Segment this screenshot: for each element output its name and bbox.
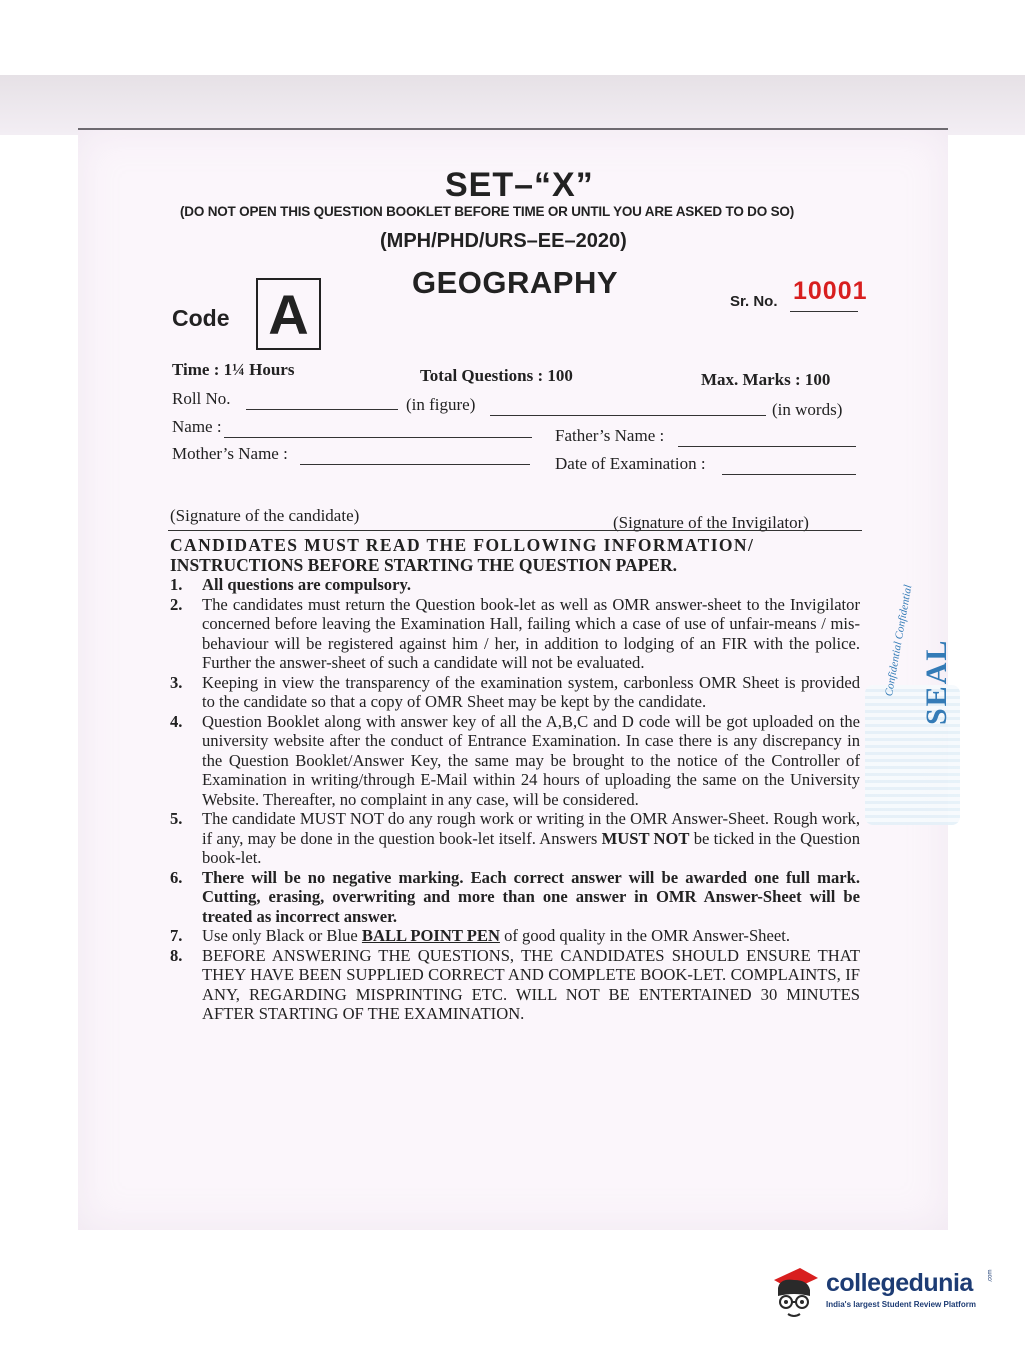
logo-tagline: India's largest Student Review Platform	[826, 1300, 976, 1309]
instructions-heading-line1: CANDIDATES MUST READ THE FOLLOWING INFORMATION/	[170, 535, 755, 555]
instruction-item-7: 7. Use only Black or Blue BALL POINT PEN of good quality in the OMR Answer-Sheet.	[170, 926, 790, 945]
mothers-name-label: Mother’s Name :	[172, 444, 288, 463]
seal-word: SEAL	[920, 638, 953, 725]
serial-number-value: 10001	[793, 277, 868, 305]
roll-no-words-line[interactable]	[490, 415, 766, 416]
fathers-name-line[interactable]	[678, 446, 856, 447]
instruction-item-3: 3. Keeping in view the transparency of the examination system, carbonless OMR Sheet is provided to the candidate so that a copy of OMR Sheet may be kept by the candidate.	[170, 672, 860, 711]
total-questions-label: Total Questions : 100	[420, 366, 573, 385]
invigilator-signature-label: (Signature of the Invigilator)	[613, 513, 809, 532]
serial-number-underline	[790, 311, 858, 312]
scan-shadow-band	[0, 75, 1025, 135]
instruction-item-4: 4. Question Booklet along with answer key of all the A,B,C and D code will be got uploaded on the university website after the conduct of Entrance Examination. In case there is any discrepancy in the Question Booklet/Answer Key, the same may be brought to the notice of the Controller of Examination in writing/through E-Mail within 24 hours of uploading the same on the University Website. Thereafter, no complaint in any case, will be considered.	[170, 711, 860, 809]
date-of-exam-label: Date of Examination :	[555, 454, 706, 473]
instructions-heading-line2: INSTRUCTIONS BEFORE STARTING THE QUESTION PAPER.	[170, 555, 677, 575]
roll-no-figure-line[interactable]	[246, 409, 398, 410]
logo-brand-text: collegedunia	[826, 1269, 973, 1297]
in-figure-label: (in figure)	[406, 395, 476, 414]
date-of-exam-line[interactable]	[722, 474, 856, 475]
instruction-item-6: 6. There will be no negative marking. Each correct answer will be awarded one full mark. Cutting, erasing, overwriting and more than one answer in OMR Answer-Sheet will be treated as incorrect answer.	[170, 867, 860, 926]
mothers-name-line[interactable]	[300, 464, 530, 465]
name-label: Name :	[172, 417, 222, 436]
set-title: SET–“X”	[445, 166, 594, 204]
time-label: Time : 1¼ Hours	[172, 360, 295, 379]
instructions-block	[170, 535, 860, 1024]
do-not-open-notice: (DO NOT OPEN THIS QUESTION BOOKLET BEFORE TIME OR UNTIL YOU ARE ASKED TO DO SO)	[180, 204, 794, 219]
candidate-signature-label: (Signature of the candidate)	[170, 506, 360, 525]
code-label: Code	[172, 305, 230, 331]
instruction-item-5: 5. The candidate MUST NOT do any rough work or writing in the OMR Answer-Sheet. Rough work, if any, may be done in the question book-let itself. Answers MUST NOT be ticked in the Question book-let.	[170, 809, 861, 867]
seal-ring-text: Confidential Confidential	[883, 583, 915, 698]
question-booklet-cover	[78, 128, 953, 1230]
instruction-item-1: 1. All questions are compulsory.	[170, 575, 411, 594]
serial-number-label: Sr. No.	[730, 293, 778, 310]
name-line[interactable]	[224, 437, 532, 438]
max-marks-label: Max. Marks : 100	[701, 370, 831, 389]
signature-separator	[168, 530, 862, 531]
confidential-seal-sticker	[865, 583, 960, 825]
in-words-label: (in words)	[772, 400, 843, 419]
instruction-item-8: 8. BEFORE ANSWERING THE QUESTIONS, THE CANDIDATES SHOULD ENSURE THAT THEY HAVE BEEN SUPPLIED CORRECT AND COMPLETE BOOK-LET. COMPLAINTS, IF ANY, REGARDING MISPRINTING ETC. WILL NOT BE ENTERTAINED 30 MINUTES AFTER STARTING OF THE EXAMINATION.	[170, 945, 860, 1023]
fathers-name-label: Father’s Name :	[555, 426, 665, 445]
roll-no-label: Roll No.	[172, 389, 231, 408]
logo-suffix: .com	[987, 1269, 994, 1283]
course-code: (MPH/PHD/URS–EE–2020)	[380, 230, 627, 252]
collegedunia-logo	[770, 1266, 1010, 1326]
subject-title: GEOGRAPHY	[412, 265, 619, 300]
instruction-item-2: 2. The candidates must return the Question book-let as well as OMR answer-sheet to the Invigilator concerned before leaving the Examination Hall, failing which a case of use of unfair-means / mis-behaviour will be registered against him / her, in addition to lodging of an FIR with the police. Further the answer-sheet of such a candidate will not be evaluated.	[170, 594, 860, 672]
mascot-icon	[770, 1266, 820, 1324]
code-box: A	[256, 278, 321, 350]
